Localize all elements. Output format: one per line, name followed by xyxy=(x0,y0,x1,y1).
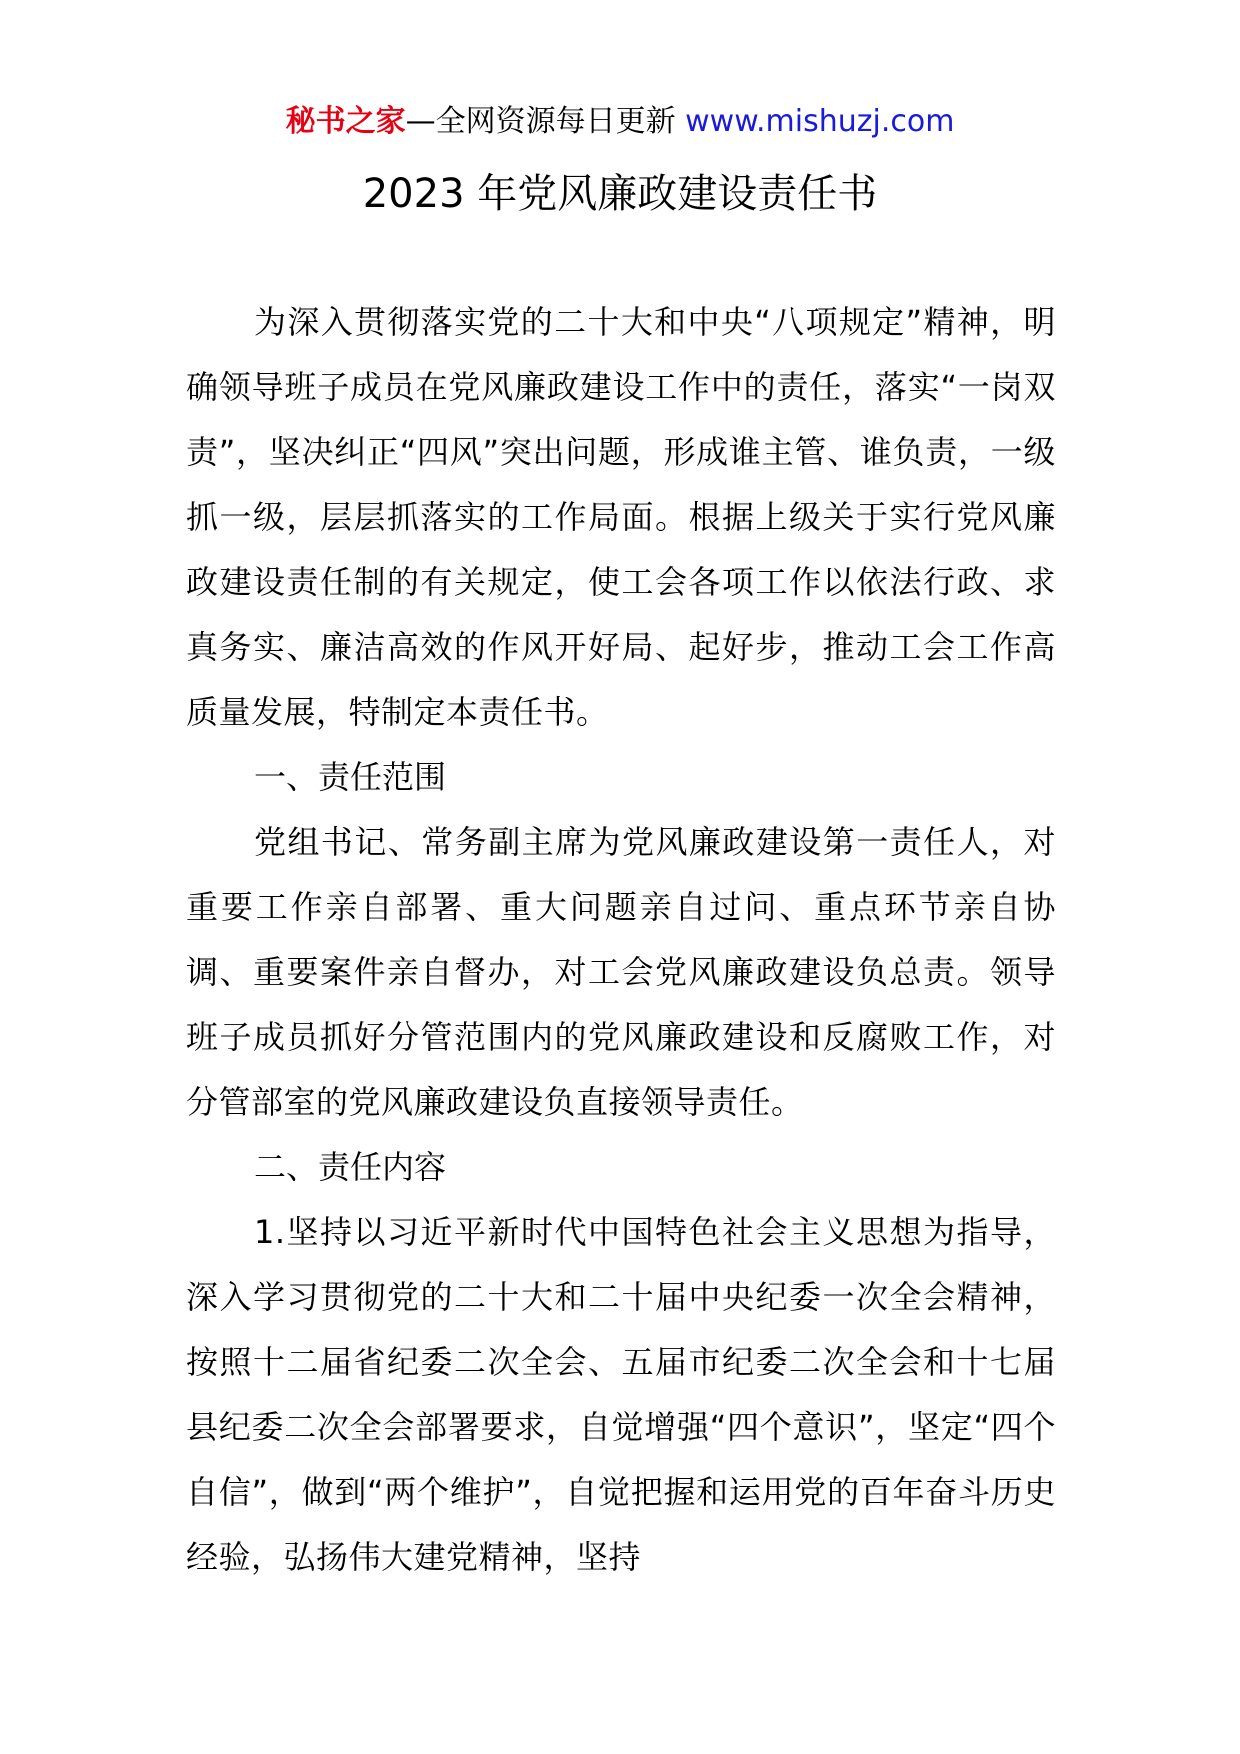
brand-slogan: —全网资源每日更新 xyxy=(405,104,676,139)
document-body xyxy=(186,290,1056,1590)
document-title: 2023 年党风廉政建设责任书 xyxy=(362,171,878,217)
section-heading-scope: 一、责任范围 xyxy=(254,758,447,796)
site-url-link[interactable]: www.mishuzj.com xyxy=(685,104,955,139)
scope-paragraph: 党组书记、常务副主席为党风廉政建设第一责任人，对重要工作亲自部署、重大问题亲自过问、重点环节亲自协调、重要案件亲自督办，对工会党风廉政建设负总责。领导班子成员抓好分管范围内的党风廉政建设和反腐败工作，对分管部室的党风廉政建设负直接领导责任。 xyxy=(186,823,1056,1121)
brand-name: 秘书之家 xyxy=(285,104,406,139)
section-heading-content: 二、责任内容 xyxy=(254,1148,447,1186)
intro-paragraph: 为深入贯彻落实党的二十大和中央“八项规定”精神，明确领导班子成员在党风廉政建设工作中的责任，落实“一岗双责”，坚决纠正“四风”突出问题，形成谁主管、谁负责，一级抓一级，层层抓落实的工作局面。根据上级关于实行党风廉政建设责任制的有关规定，使工会各项工作以依法行政、求真务实、廉洁高效的作风开好局、起好步，推动工会工作高质量发展，特制定本责任书。 xyxy=(186,303,1056,731)
header-banner xyxy=(0,100,1240,144)
content-paragraph-1: 1.坚持以习近平新时代中国特色社会主义思想为指导，深入学习贯彻党的二十大和二十届中央纪委一次全会精神，按照十二届省纪委二次全会、五届市纪委二次全会和十七届县纪委二次全会部署要求，自觉增强“四个意识”，坚定“四个自信”，做到“两个维护”，自觉把握和运用党的百年奋斗历史经验，弘扬伟大建党精神，坚持 xyxy=(186,1213,1056,1576)
